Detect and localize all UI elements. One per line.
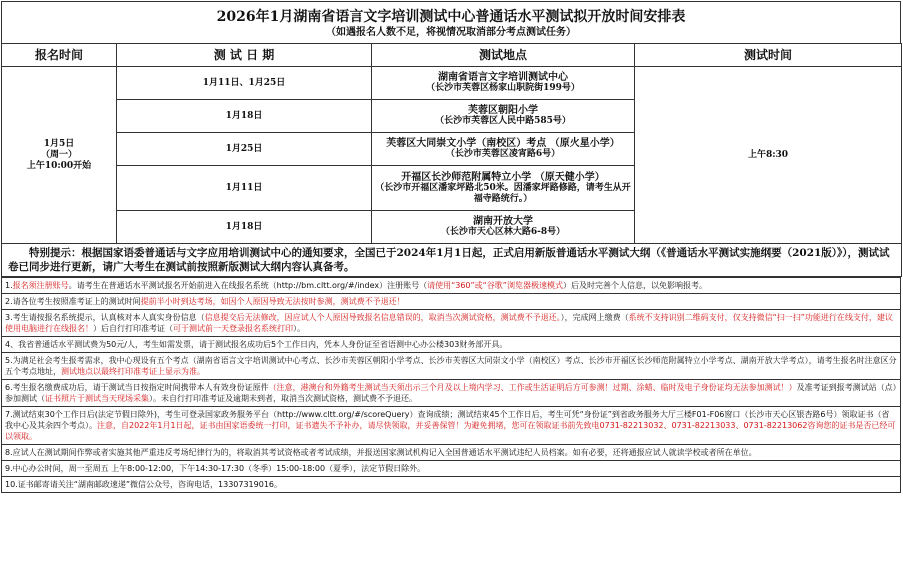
note-text: ）后自行打印准考证（ (93, 324, 173, 333)
session-date: 1月11日 (117, 166, 372, 211)
note-text: 2.请各位考生按照准考证上的测试时间 (5, 297, 141, 306)
site-address: （长沙市芙蓉区凌宵路6号） (445, 149, 561, 159)
note-item (2, 278, 901, 294)
site-name: 湖南省语言文字培训测试中心 (438, 72, 568, 83)
note-item (2, 310, 901, 337)
session-site (372, 100, 635, 133)
note-text: 9.中心办公时间，周一至周五 上午8:00-12:00，下午14:30-17:30（冬季）15:00-18:00（夏季），法定节假日除外。 (5, 464, 426, 473)
note-text: ）。 (293, 324, 305, 333)
notice-row (2, 244, 902, 277)
note-row (2, 337, 901, 353)
note-item (2, 380, 901, 407)
note-row (2, 310, 901, 337)
schedule-table (1, 43, 902, 277)
note-row (2, 477, 901, 493)
note-highlight: 报名须注册账号 (12, 281, 69, 290)
note-text: 7.测试结束30个工作日后(法定节假日除外)，考生可登录国家政务服务平台（http://www.cltt.org/#/scoreQuery）查询成绩；测试结束45个工作日后，考生可凭“身份证”到省政务服务大厅三楼F01-F06窗口（长沙市天心区银杏路6号）领取证书（省我中心及其余四个考点）。 (5, 410, 890, 430)
table-row (2, 67, 902, 100)
site-address: （长沙市开福区潘家坪路北50米。因潘家坪路修路，请考生从开福寺路统行。） (375, 182, 631, 204)
document-header (1, 1, 901, 43)
table-header-row (2, 44, 902, 67)
test-time-cell: 上午8:30 (635, 67, 902, 244)
session-date: 1月25日 (117, 133, 372, 166)
session-site (372, 67, 635, 100)
notes-table (1, 277, 901, 493)
note-highlight: 信息提交后无法修改，因应试人个人原因导致报名信息错误的，取消当次测试资格，测试费不予退还。 (204, 313, 561, 322)
note-text: 1. (5, 281, 13, 290)
note-highlight: （注意，港澳台和外籍考生测试当天须出示三个月及以上境内学习、工作或生活证明后方可参测！过期、涂蜡、临时及电子身份证均无法参加测试！） (268, 383, 797, 392)
site-address: （长沙市芙蓉区杨家山职院街199号） (426, 83, 580, 93)
page-subtitle: （如遇报名人数不足，将视情况取消部分考点测试任务） (326, 27, 576, 38)
note-row (2, 294, 901, 310)
registration-date: 1月5日 (43, 138, 75, 149)
session-date: 1月18日 (117, 211, 372, 244)
site-name: 芙蓉区朝阳小学 (468, 105, 538, 116)
note-text: 及准考证到报考测试站（点）参加测试（ (5, 383, 897, 403)
note-highlight: 证书照片于测试当天现场采集 (45, 394, 149, 403)
session-date: 1月11日、1月25日 (117, 67, 372, 100)
note-text: 4、我省普通话水平测试费为50元/人，考生如需发票，请于测试报名成功后5个工作日内，凭本人身份证至省语测中心办公楼303财务部开具。 (5, 340, 508, 349)
note-item (2, 445, 901, 461)
header-test-time: 测试时间 (635, 44, 902, 67)
note-row (2, 445, 901, 461)
note-text: 3.考生请按报名系统提示，认真核对本人真实身份信息（ (5, 313, 205, 322)
note-text: 10.证书邮寄请关注“湖南邮政速递”微信公众号，咨询电话，13307319016。 (5, 480, 282, 489)
note-row (2, 407, 901, 445)
special-notice: 特别提示：根据国家语委普通话与文字应用培训测试中心的通知要求，全国已于2024年1月1日起，正式启用新版普通话水平测试大纲（《普通话水平测试实施纲要（2021版）》），测试试卷已同步进行更新，请广大考生在测试前按照新版测试大纲内容认真备考。 (2, 244, 902, 277)
site-name: 芙蓉区大同崇文小学（南校区）考点 （原火星小学） (386, 138, 620, 149)
note-highlight: 请使用“360”或“谷歌”浏览器极速模式 (427, 281, 563, 290)
note-row (2, 278, 901, 294)
schedule-document (1, 1, 901, 577)
note-text: 。请考生在普通话水平测试报名开始前进入在线报名系统（http://bm.cltt.org/#/index）注册账号（ (68, 281, 428, 290)
session-site (372, 166, 635, 211)
site-name: 开福区长沙师范附属特立小学 （原天健小学） (401, 171, 605, 183)
note-text: ），完成网上缴费（ (560, 313, 629, 322)
page-title: 2026年1月湖南省语言文字培训测试中心普通话水平测试拟开放时间安排表 (216, 9, 686, 25)
note-text: 5.为满足社会考生报考需求，我中心现设有五个考点（湖南省语言文字培训测试中心考点、长沙市芙蓉区朝阳小学考点、长沙市芙蓉区大同崇文小学（南校区）考点、长沙市开福区长沙师范附属特立小学考点、湖南开放大学考点），请考生报名时注意区分五个考点地址， (5, 356, 897, 376)
note-highlight: 注意，自2022年1月1日起，证书由国家语委统一打印，证书遗失不予补办，请尽快领取，并妥善保管！为避免拥堵，您可在领取证书前先致电0731-82213032、0731-82213033、0731-82213062咨询您的证书是否已经可以领取。 (5, 421, 896, 441)
note-row (2, 380, 901, 407)
registration-start: 上午10:00开始 (26, 160, 92, 171)
registration-weekday: （周一） (40, 149, 77, 160)
note-item (2, 294, 901, 310)
note-row (2, 461, 901, 477)
note-text: ）。未自行打印准考证及逾期未到者，取消当次测试资格，测试费不予退还。 (149, 394, 417, 403)
site-address: （长沙市天心区林大路6-8号） (440, 227, 566, 237)
header-test-site: 测试地点 (372, 44, 635, 67)
registration-cell (2, 67, 117, 244)
header-reg-time: 报名时间 (2, 44, 117, 67)
note-item (2, 337, 901, 353)
note-text: ）后及时完善个人信息，以免影响报考。 (562, 281, 707, 290)
note-text: 6.考生报名缴费成功后，请于测试当日按指定时间携带本人有效身份证原件 (5, 383, 269, 392)
note-item (2, 477, 901, 493)
site-name: 湖南开放大学 (473, 216, 533, 227)
note-row (2, 353, 901, 380)
note-item (2, 353, 901, 380)
site-address: （长沙市芙蓉区人民中路585号） (435, 116, 571, 126)
session-site (372, 133, 635, 166)
note-highlight: 系统不支持识别二维码支付，仅支持微信“扫一扫”功能进行在线支付，建议使用电脑进行在线报名！ (5, 313, 893, 333)
session-site (372, 211, 635, 244)
note-highlight: 可于测试前一天登录报名系统打印 (173, 324, 293, 333)
session-date: 1月18日 (117, 100, 372, 133)
note-item (2, 461, 901, 477)
header-test-date: 测 试 日 期 (117, 44, 372, 67)
note-text: 8.应试人在测试期间作弊或者实施其他严重违反考场纪律行为的，将取消其考试资格或者考试成绩，并报送国家测试机构记入全国普通话水平测试违纪人员档案。如有必要，还将通报应试人就读学校或者所在单位。 (5, 448, 757, 457)
note-highlight: 测试地点以最终打印准考证上显示为准。 (61, 367, 205, 376)
note-highlight: 提前半小时到达考场，如因个人原因导致无法按时参测，测试费不予退还！ (140, 297, 405, 306)
note-item (2, 407, 901, 445)
